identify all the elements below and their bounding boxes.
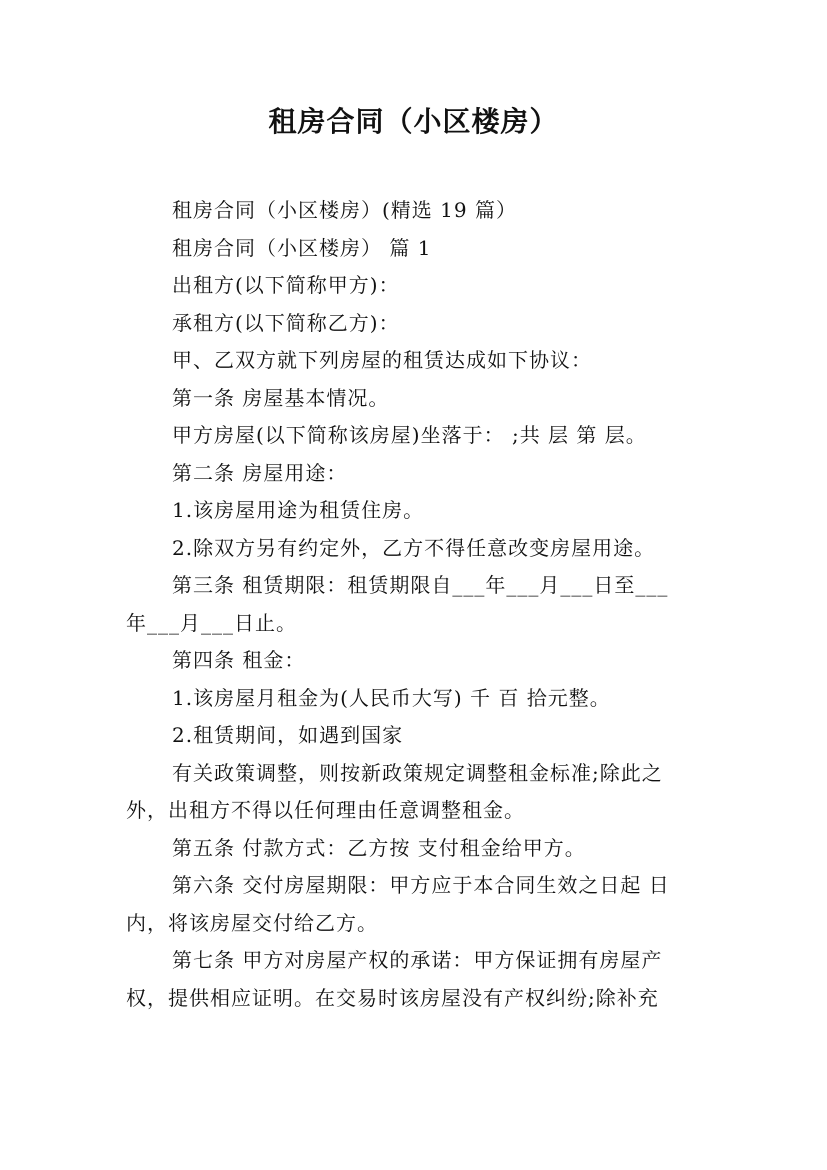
paragraph-line: 租房合同（小区楼房）(精选 19 篇）	[172, 198, 517, 222]
paragraph-line: 第六条 交付房屋期限：甲方应于本合同生效之日起 日	[172, 873, 670, 897]
paragraph-line: 2.租赁期间，如遇到国家	[172, 723, 404, 747]
paragraph-line: 出租方(以下简称甲方)：	[172, 273, 400, 297]
document-body	[126, 192, 706, 1017]
paragraph-line: 甲方房屋(以下简称该房屋)坐落于： ;共 层 第 层。	[172, 423, 647, 447]
document-title: 租房合同（小区楼房）	[268, 105, 559, 138]
paragraph-line: 甲、乙双方就下列房屋的租赁达成如下协议：	[172, 348, 592, 372]
paragraph-line: 第七条 甲方对房屋产权的承诺：甲方保证拥有房屋产	[172, 948, 663, 972]
paragraph-line: 内，将该房屋交付给乙方。	[126, 910, 378, 935]
paragraph-line: 第二条 房屋用途：	[172, 460, 348, 485]
paragraph-line: 1.该房屋月租金为(人民币大写) 千 百 拾元整。	[172, 685, 611, 710]
paragraph-line: 第一条 房屋基本情况。	[172, 385, 390, 410]
paragraph-line: 第四条 租金：	[172, 648, 306, 672]
paragraph-line: 年___月___日止。	[126, 610, 297, 635]
paragraph-line: 承租方(以下简称乙方)：	[172, 310, 400, 335]
paragraph-line: 2.除双方另有约定外，乙方不得任意改变房屋用途。	[172, 535, 656, 560]
paragraph-line: 有关政策调整，则按新政策规定调整租金标准;除此之	[172, 760, 663, 785]
paragraph-line: 第三条 租赁期限：租赁期限自___年___月___日至___	[172, 573, 669, 597]
paragraph-line: 外，出租方不得以任何理由任意调整租金。	[126, 798, 525, 822]
paragraph-line: 1.该房屋用途为租赁住房。	[172, 498, 425, 522]
paragraph-line: 租房合同（小区楼房） 篇 1	[172, 235, 432, 260]
paragraph-line: 权，提供相应证明。在交易时该房屋没有产权纠纷;除补充	[126, 985, 659, 1010]
paragraph-line: 第五条 付款方式：乙方按 支付租金给甲方。	[172, 835, 586, 860]
